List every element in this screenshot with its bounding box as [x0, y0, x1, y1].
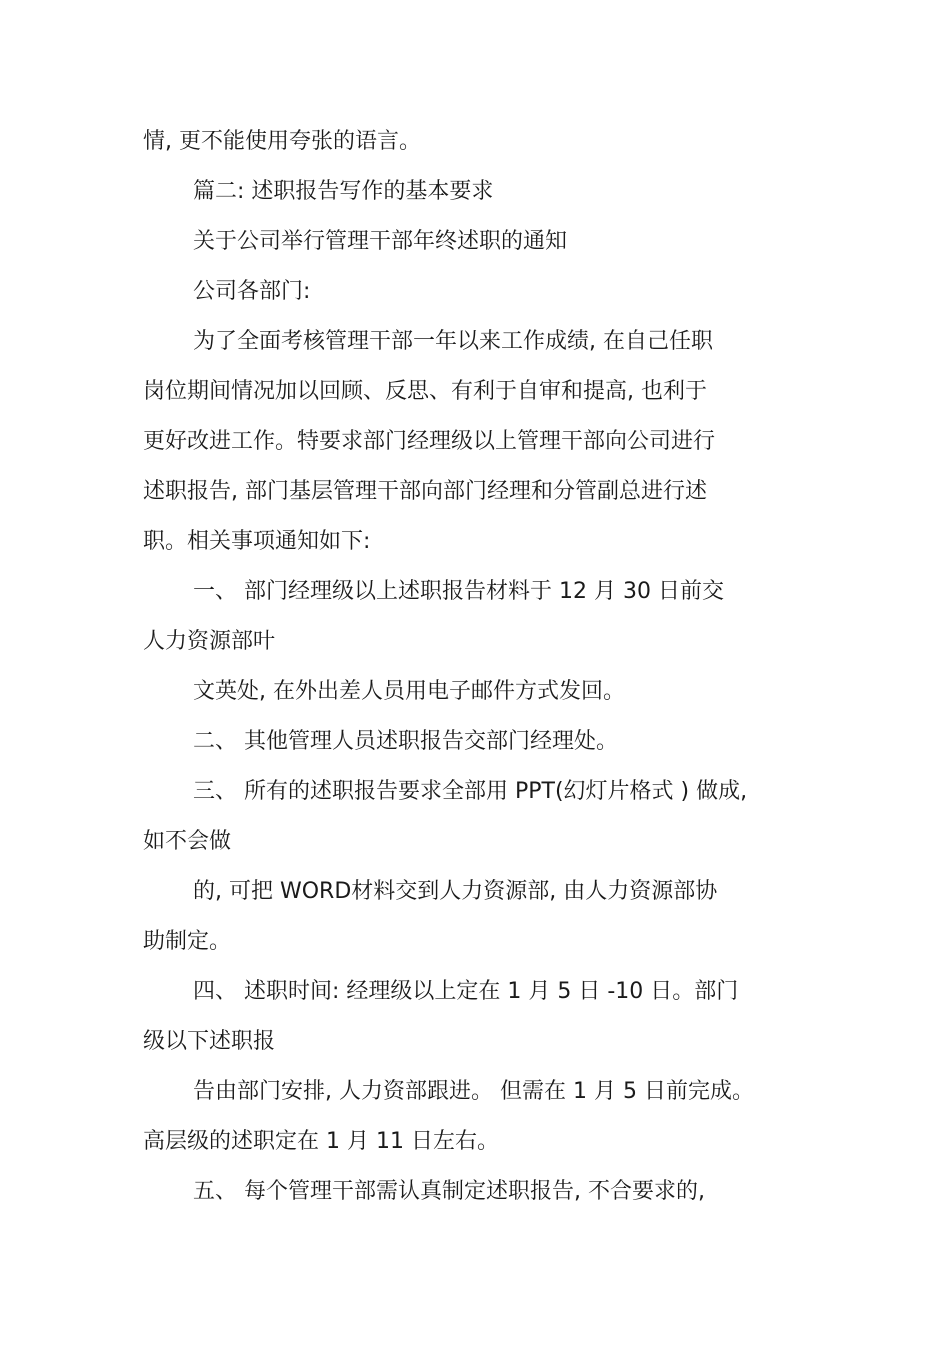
salutation: 公司各部门: [193, 279, 311, 304]
list-item: 三、 所有的述职报告要求全部用 PPT(幻灯片格式 ) 做成, [193, 779, 748, 804]
text-line: 告由部门安排, 人力资部跟进。 但需在 1 月 5 日前完成。 [193, 1079, 754, 1104]
notice-title: 关于公司举行管理干部年终述职的通知 [193, 229, 568, 254]
text-line: 级以下述职报 [143, 1029, 276, 1054]
text-line: 情, 更不能使用夸张的语言。 [143, 129, 421, 154]
text-line: 文英处, 在外出差人员用电子邮件方式发回。 [193, 679, 625, 704]
text-line: 的, 可把 WORD材料交到人力资源部, 由人力资源部协 [193, 879, 718, 904]
text-line: 人力资源部叶 [143, 629, 276, 654]
text-line: 高层级的述职定在 1 月 11 日左右。 [143, 1129, 499, 1154]
text-line: 为了全面考核管理干部一年以来工作成绩, 在自己任职 [193, 329, 713, 354]
list-item: 二、 其他管理人员述职报告交部门经理处。 [193, 729, 618, 754]
text-line: 如不会做 [143, 829, 232, 854]
text-line: 更好改进工作。特要求部门经理级以上管理干部向公司进行 [143, 429, 716, 454]
text-line: 岗位期间情况加以回顾、反思、有利于自审和提高, 也利于 [143, 379, 707, 404]
text-line: 职。相关事项通知如下: [143, 529, 371, 554]
section-title: 篇二: 述职报告写作的基本要求 [193, 179, 494, 204]
list-item: 五、 每个管理干部需认真制定述职报告, 不合要求的, [193, 1179, 705, 1204]
text-line: 助制定。 [143, 929, 232, 954]
list-item: 四、 述职时间: 经理级以上定在 1 月 5 日 -10 日。部门 [193, 979, 739, 1004]
text-line: 述职报告, 部门基层管理干部向部门经理和分管副总进行述 [143, 479, 707, 504]
list-item: 一、 部门经理级以上述职报告材料于 12 月 30 日前交 [193, 579, 724, 604]
